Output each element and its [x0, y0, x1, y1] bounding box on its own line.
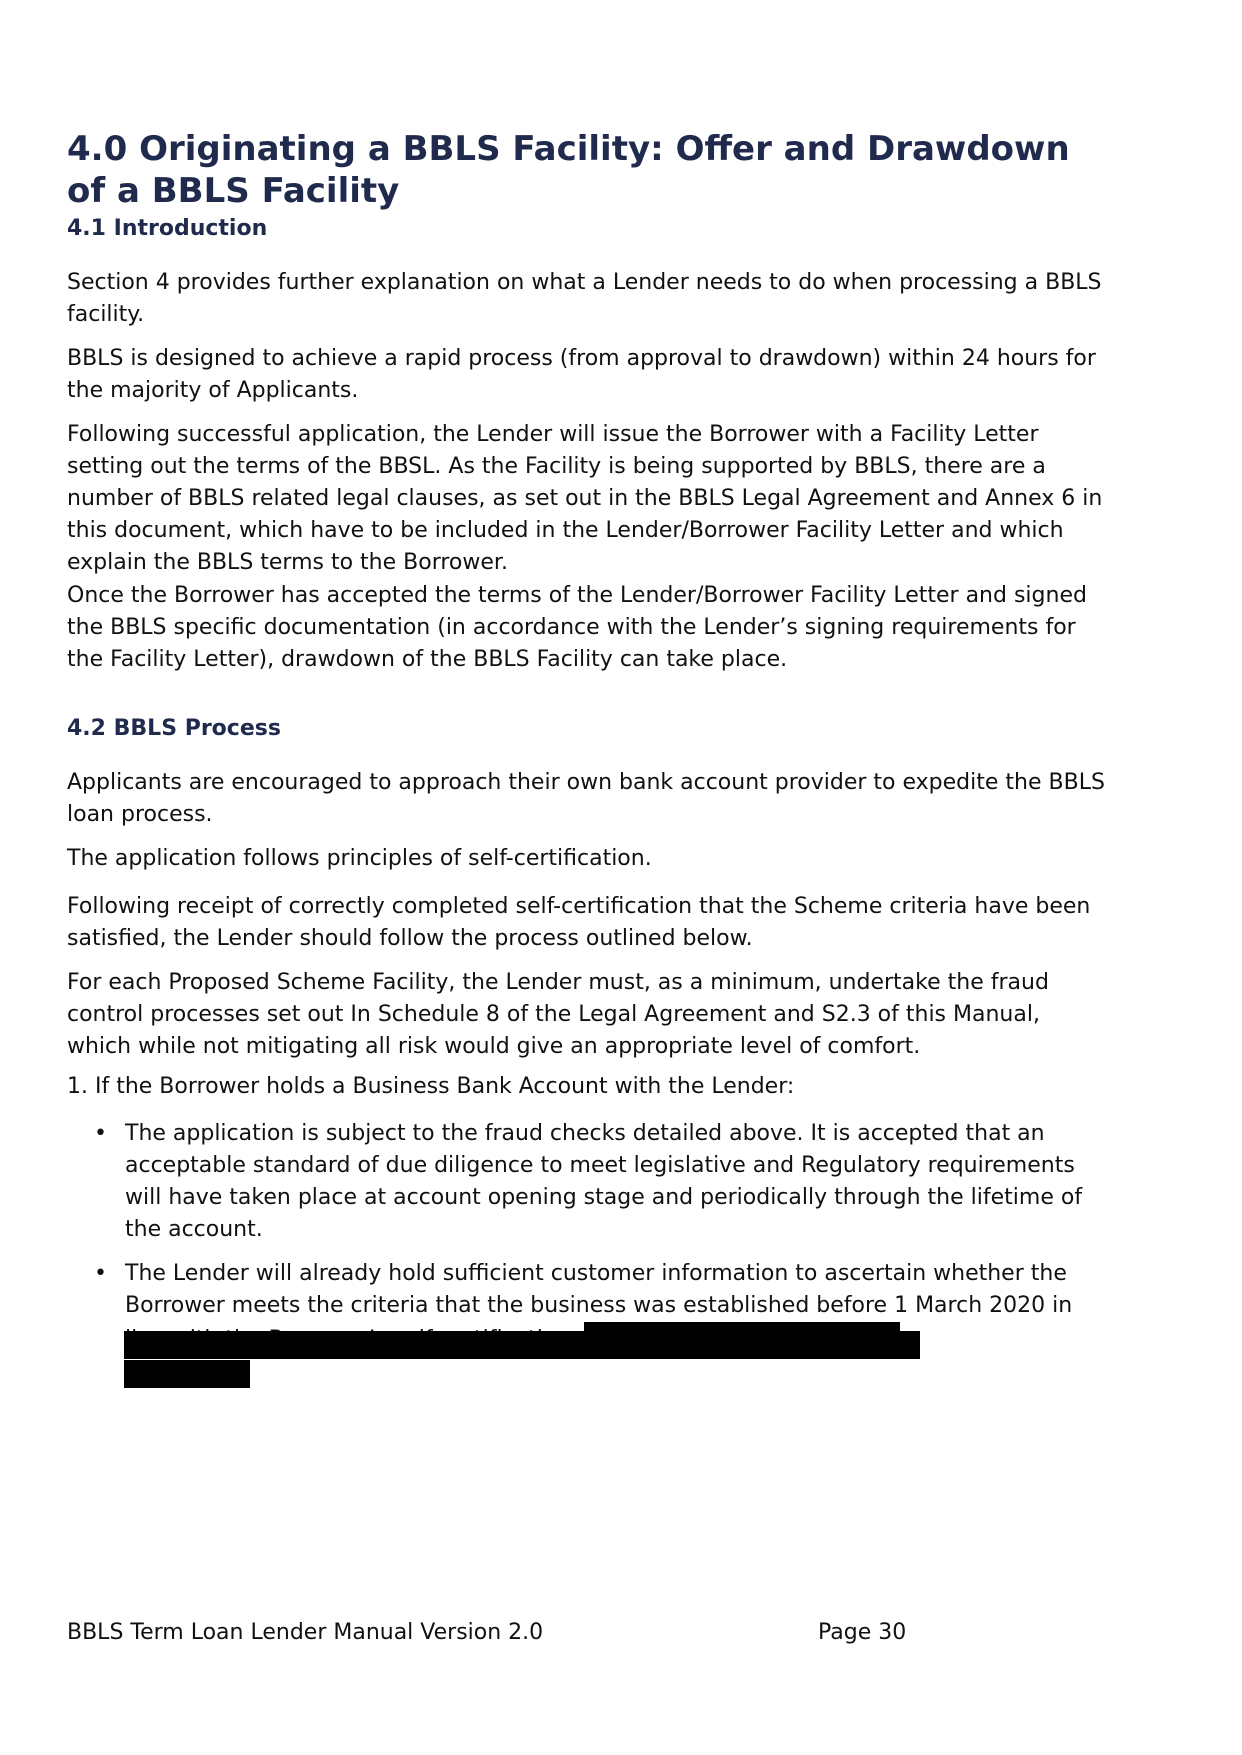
section-heading-4-1: 4.1 Introduction	[67, 216, 268, 241]
paragraph: Following receipt of correctly completed self-certification that the Scheme criteria have been satisfied, the Lender should follow the process outlined below.	[67, 894, 1091, 951]
list-item-text: The Lender will already hold sufficient customer information to ascertain whether the Borrower meets the criteria that the business was established before 1 March 2020 in	[125, 1261, 1073, 1318]
paragraph: For each Proposed Scheme Facility, the Lender must, as a minimum, undertake the fraud control processes set out In Schedule 8 of the Legal Agreement and S2.3 of this Manual, which while not mitigating all risk would give an appropriate level of comfort.	[67, 970, 1049, 1059]
bullet-icon: •	[94, 1261, 107, 1286]
paragraph: Once the Borrower has accepted the terms of the Lender/Borrower Facility Letter and signed the BBLS specific documentation (in accordance with the Lender’s signing requirements for the Facility Letter), drawdown of the BBLS Facility can take place.	[67, 583, 1087, 672]
list-item	[94, 1118, 1107, 1246]
paragraph: BBLS is designed to achieve a rapid process (from approval to drawdown) within 24 hours for the majority of Applicants.	[67, 346, 1096, 403]
footer-page-number: Page 30	[818, 1620, 907, 1645]
bullet-icon: •	[94, 1121, 107, 1146]
paragraph: The application follows principles of self-certification.	[67, 846, 652, 871]
list-item-text: The application is subject to the fraud checks detailed above. It is accepted that an acceptable standard of due diligence to meet legislative and Regulatory requirements will have taken place at account opening stage and periodically through the lifetime of the account.	[125, 1121, 1083, 1242]
paragraph: Applicants are encouraged to approach their own bank account provider to expedite the BBLS loan process.	[67, 770, 1105, 827]
section-heading-4-2: 4.2 BBLS Process	[67, 716, 281, 741]
redaction-bar	[124, 1360, 250, 1388]
footer-left: BBLS Term Loan Lender Manual Version 2.0	[67, 1620, 544, 1645]
page-title: 4.0 Originating a BBLS Facility: Offer and Drawdown of a BBLS Facility	[67, 129, 1070, 211]
paragraph: Section 4 provides further explanation on what a Lender needs to do when processing a BBLS facility.	[67, 270, 1102, 327]
redaction-bar	[124, 1331, 920, 1359]
paragraph: Following successful application, the Lender will issue the Borrower with a Facility Letter setting out the terms of the BBSL. As the Facility is being supported by BBLS, there are a number of BBLS related legal clauses, as set out in the BBLS Legal Agreement and Annex 6 in this document, which have to be included in the Lender/Borrower Facility Letter and which explain the BBLS terms to the Borrower.	[67, 422, 1103, 575]
numbered-item: 1. If the Borrower holds a Business Bank Account with the Lender:	[67, 1074, 795, 1099]
